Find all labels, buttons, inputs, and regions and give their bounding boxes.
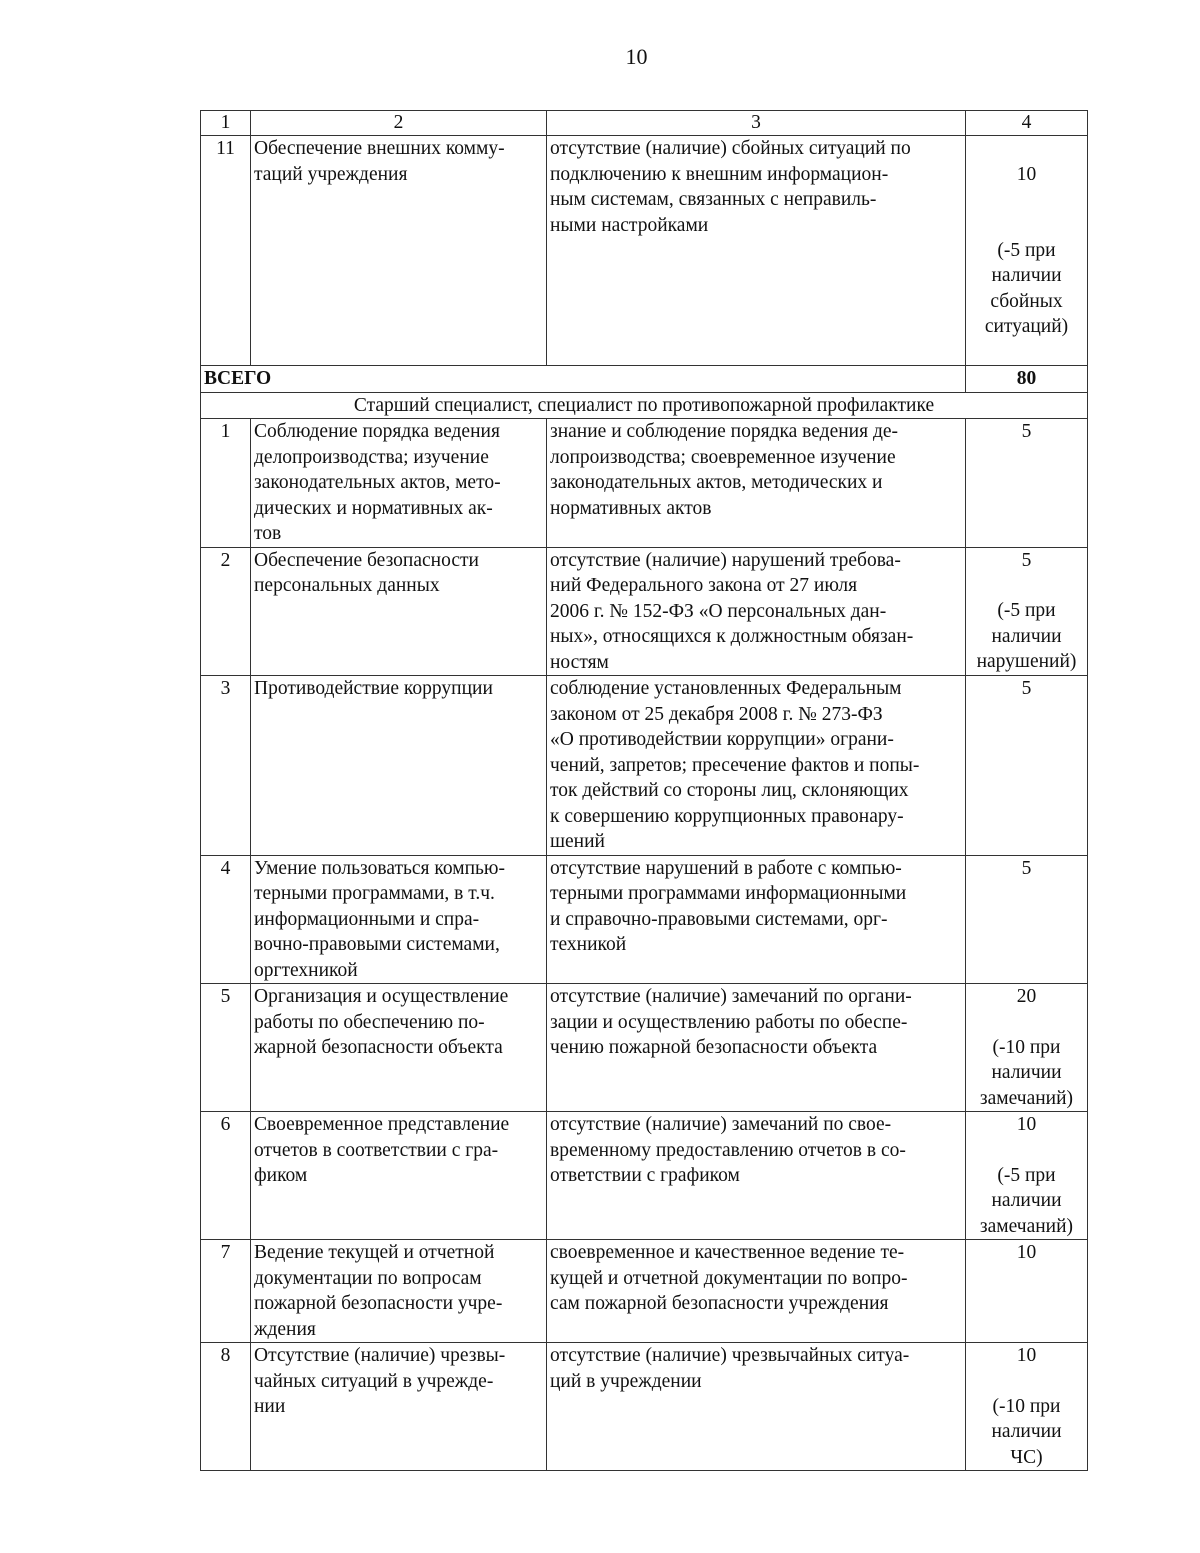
row-indicator: отсутствие (наличие) нарушений требова- ний Федерального закона от 27 июля 2006 г. № 152-ФЗ «О персональных дан- ных», относящихся к должностным обязан- ностям <box>547 547 966 676</box>
table-row <box>201 984 1088 1112</box>
row-score-cell <box>966 419 1088 548</box>
row-score-cell <box>966 1240 1088 1343</box>
row-score-note: (-5 при наличии сбойных ситуаций) <box>984 239 1069 337</box>
row-criterion: Своевременное представление отчетов в соответствии с гра- фиком <box>251 1112 547 1240</box>
table-row <box>201 136 1088 366</box>
row-number: 3 <box>201 676 251 856</box>
row-criterion: Организация и осуществление работы по обеспечению по- жарной безопасности объекта <box>251 984 547 1112</box>
row-number: 2 <box>201 547 251 676</box>
row-score-note: (-5 при наличии нарушений) <box>976 600 1077 672</box>
row-indicator: знание и соблюдение порядка ведения де- лопроизводства; своевременное изучение законодательных актов, методических и нормативных актов <box>547 419 966 548</box>
total-value: 80 <box>966 366 1088 393</box>
row-score: 10 <box>1016 1242 1037 1263</box>
header-cell-2: 2 <box>251 111 547 136</box>
row-number: 7 <box>201 1240 251 1343</box>
row-score: 10 <box>1016 1345 1037 1366</box>
row-score-note: (-10 при наличии ЧС) <box>991 1395 1062 1468</box>
header-cell-4: 4 <box>966 111 1088 136</box>
row-number: 11 <box>201 136 251 366</box>
row-score-note: (-5 при наличии замечаний) <box>979 1164 1074 1237</box>
row-indicator: отсутствие (наличие) сбойных ситуаций по подключению к внешним информацион- ным системам, связанных с неправиль- ными настройками <box>547 136 966 366</box>
row-criterion: Обеспечение безопасности персональных данных <box>251 547 547 676</box>
table-row <box>201 547 1088 676</box>
table-row <box>201 1112 1088 1240</box>
row-score-cell <box>966 855 1088 984</box>
criteria-table <box>200 110 1088 1471</box>
row-indicator: отсутствие нарушений в работе с компью- терными программами информационными и справочно-правовыми системами, орг- техникой <box>547 855 966 984</box>
table-row <box>201 1240 1088 1343</box>
row-score: 10 <box>1016 1114 1037 1135</box>
row-score-cell <box>966 1343 1088 1471</box>
row-score: 5 <box>1021 678 1032 699</box>
section-title: Старший специалист, специалист по противопожарной профилактике <box>201 392 1088 419</box>
row-indicator: соблюдение установленных Федеральным законом от 25 декабря 2008 г. № 273-ФЗ «О противодействии коррупции» ограни- чений, запретов; пресечение фактов и попы- ток действий со стороны лиц, склоняющих к совершению коррупционных правонару- шений <box>547 676 966 856</box>
row-score-cell <box>966 1112 1088 1240</box>
row-score-cell <box>966 676 1088 856</box>
row-indicator: отсутствие (наличие) чрезвычайных ситуа- ций в учреждении <box>547 1343 966 1471</box>
table-row <box>201 676 1088 856</box>
header-cell-1: 1 <box>201 111 251 136</box>
row-criterion: Отсутствие (наличие) чрезвы- чайных ситуаций в учрежде- нии <box>251 1343 547 1471</box>
row-criterion: Умение пользоваться компью- терными программами, в т.ч. информационными и спра- вочно-правовыми системами, оргтехникой <box>251 855 547 984</box>
row-indicator: отсутствие (наличие) замечаний по свое- временному предоставлению отчетов в со- ответствии с графиком <box>547 1112 966 1240</box>
section-row <box>201 392 1088 419</box>
table-row <box>201 1343 1088 1471</box>
table-row <box>201 855 1088 984</box>
row-score: 10 <box>1016 163 1037 185</box>
row-criterion: Обеспечение внешних комму- таций учреждения <box>251 136 547 366</box>
header-cell-3: 3 <box>547 111 966 136</box>
row-indicator: отсутствие (наличие) замечаний по органи- зации и осуществлению работы по обеспе- чению пожарной безопасности объекта <box>547 984 966 1112</box>
row-score: 5 <box>1021 421 1032 442</box>
row-score: 5 <box>1021 549 1032 571</box>
row-criterion: Соблюдение порядка ведения делопроизводства; изучение законодательных актов, мето- дических и нормативных ак- тов <box>251 419 547 548</box>
row-score-cell <box>966 984 1088 1112</box>
row-number: 8 <box>201 1343 251 1471</box>
row-number: 5 <box>201 984 251 1112</box>
total-row <box>201 366 1088 393</box>
row-score: 20 <box>1016 986 1037 1007</box>
row-number: 4 <box>201 855 251 984</box>
page-number: 10 <box>625 44 648 69</box>
row-score-cell <box>966 136 1088 366</box>
table-row <box>201 419 1088 548</box>
row-indicator: своевременное и качественное ведение те- кущей и отчетной документации по вопро- сам пожарной безопасности учреждения <box>547 1240 966 1343</box>
row-number: 1 <box>201 419 251 548</box>
table-header-row <box>201 111 1088 136</box>
row-score-note: (-10 при наличии замечаний) <box>979 1036 1074 1109</box>
row-score: 5 <box>1021 857 1032 879</box>
row-score-cell <box>966 547 1088 676</box>
row-number: 6 <box>201 1112 251 1240</box>
total-label: ВСЕГО <box>201 366 966 393</box>
row-criterion: Противодействие коррупции <box>251 676 547 856</box>
row-criterion: Ведение текущей и отчетной документации по вопросам пожарной безопасности учре- ждения <box>251 1240 547 1343</box>
